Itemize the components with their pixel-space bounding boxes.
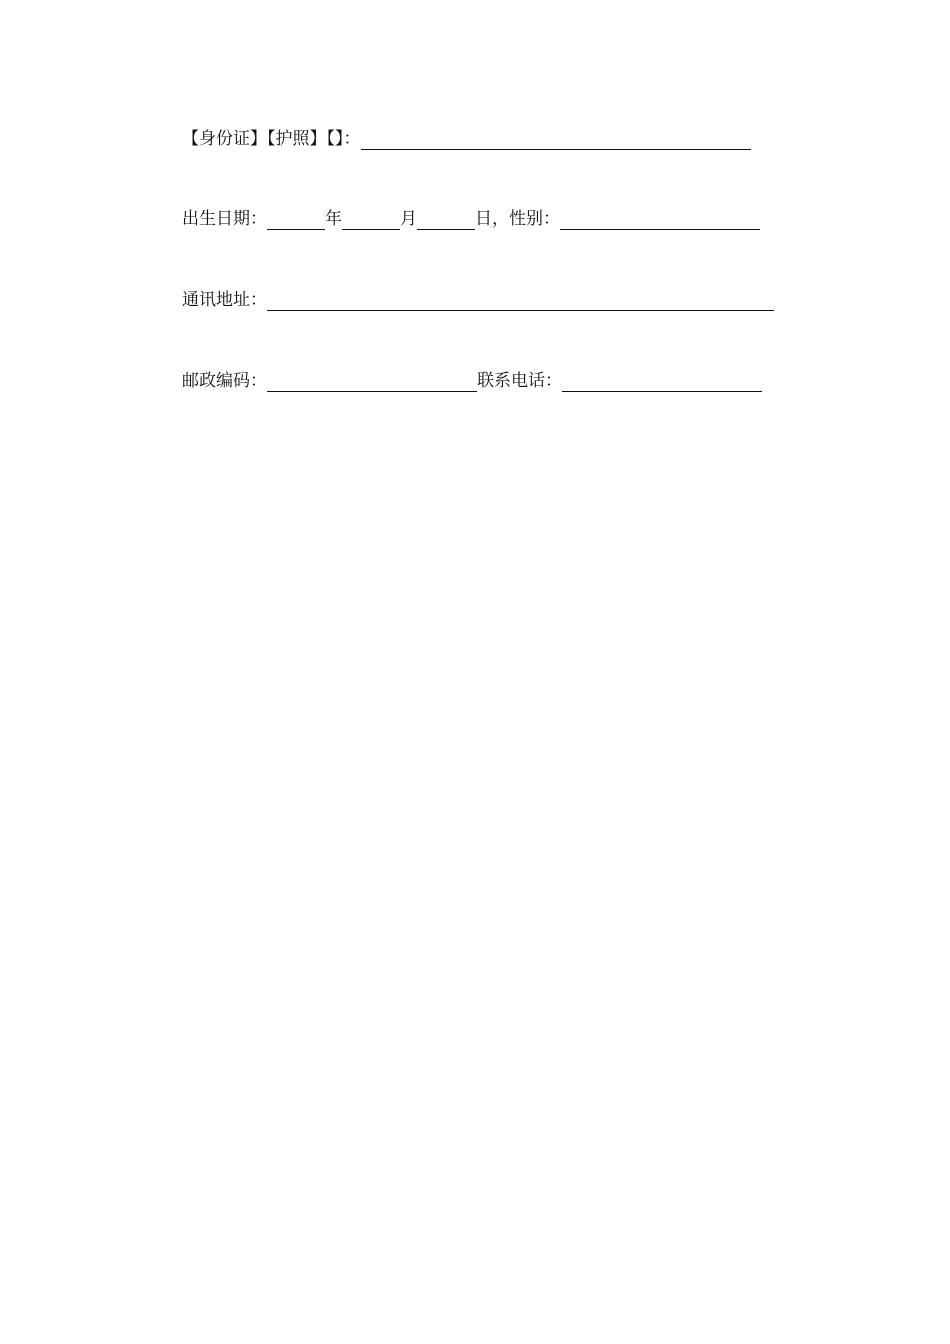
zip-code-blank[interactable] xyxy=(267,371,477,392)
day-gender-label: 日，性别： xyxy=(475,209,560,229)
year-label: 年 xyxy=(325,209,342,229)
gender-blank[interactable] xyxy=(560,209,760,230)
phone-blank[interactable] xyxy=(562,371,762,392)
birth-day-blank[interactable] xyxy=(417,209,475,230)
birth-gender-row xyxy=(182,202,760,232)
address-label: 通讯地址： xyxy=(182,290,267,310)
phone-label: 联系电话： xyxy=(477,371,562,391)
address-blank[interactable] xyxy=(267,290,774,311)
month-label: 月 xyxy=(400,209,417,229)
zip-phone-row xyxy=(182,364,762,394)
birth-date-label: 出生日期： xyxy=(182,209,267,229)
address-row xyxy=(182,283,774,313)
zip-code-label: 邮政编码： xyxy=(182,371,267,391)
id-document-label: 【身份证】【护照】【】： xyxy=(182,129,361,149)
birth-month-blank[interactable] xyxy=(342,209,400,230)
birth-year-blank[interactable] xyxy=(267,209,325,230)
id-document-row xyxy=(182,122,751,152)
id-number-blank[interactable] xyxy=(361,129,751,150)
